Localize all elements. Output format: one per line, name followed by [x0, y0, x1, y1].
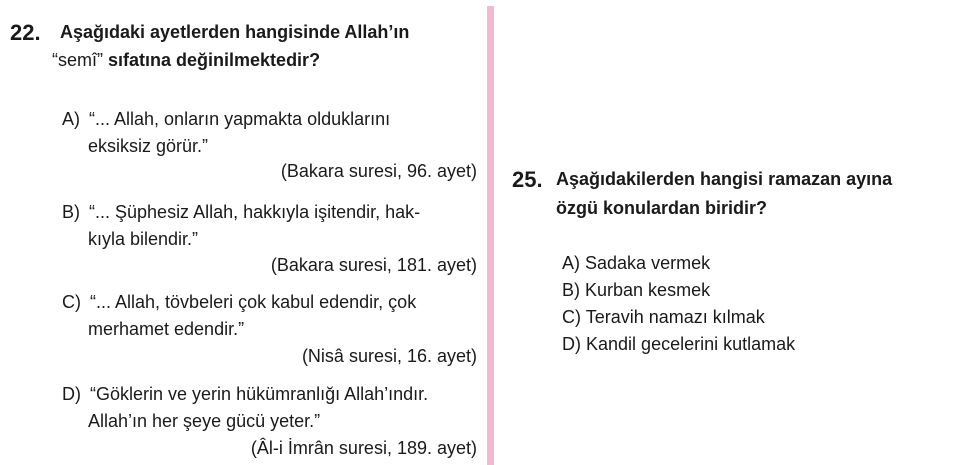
q25-option-d[interactable]: [562, 330, 795, 358]
semi-term: “semî”: [52, 50, 103, 70]
option-line1: “... Allah, onların yapmakta olduklarını: [89, 109, 391, 129]
option-letter: D): [562, 334, 581, 354]
option-letter: D): [62, 384, 81, 404]
option-letter: C): [562, 307, 581, 327]
option-text: Sadaka vermek: [585, 253, 711, 273]
option-letter: A): [62, 109, 80, 129]
stem-rest: sıfatına değinilmektedir?: [108, 50, 321, 70]
q22-option-a[interactable]: [62, 105, 482, 133]
question-25-stem-line1: Aşağıdakilerden hangisi ramazan ayına: [556, 169, 893, 189]
q25-option-b[interactable]: [562, 276, 710, 304]
q22-option-d-ref: (Âl-i İmrân suresi, 189. ayet): [250, 438, 477, 458]
q22-option-b[interactable]: [62, 198, 482, 226]
q22-option-d[interactable]: [62, 380, 486, 408]
option-text: Kurban kesmek: [585, 280, 711, 300]
option-line1: “Göklerin ve yerin hükümranlığı Allah’ındır.: [90, 384, 429, 404]
question-22-stem-line1: Aşağıdaki ayetlerden hangisinde Allah’ın: [60, 22, 410, 42]
q22-option-b-line2: kıyla bilendir.”: [88, 229, 199, 249]
question-25-number: 25.: [512, 167, 543, 192]
q22-option-c-ref: (Nisâ suresi, 16. ayet): [301, 346, 477, 366]
question-25-stem-line2: özgü konulardan biridir?: [556, 198, 767, 218]
option-text: Teravih namazı kılmak: [585, 307, 765, 327]
q25-option-a[interactable]: [562, 249, 710, 277]
question-22-stem-line2: [52, 46, 320, 74]
q22-option-c-line2: merhamet edendir.”: [88, 319, 245, 339]
q22-option-c[interactable]: [62, 288, 482, 316]
q25-option-c[interactable]: [562, 303, 765, 331]
option-letter: B): [62, 202, 80, 222]
q22-option-d-line2: Allah’ın her şeye gücü yeter.”: [88, 411, 321, 431]
option-line1: “... Allah, tövbeleri çok kabul edendir, çok: [90, 292, 417, 312]
column-divider: [487, 6, 494, 465]
option-line1: “... Şüphesiz Allah, hakkıyla işitendir, hak-: [89, 202, 421, 222]
question-22-number: 22.: [10, 20, 41, 45]
q22-option-a-line2: eksiksiz görür.”: [88, 136, 209, 156]
q22-option-a-ref: (Bakara suresi, 96. ayet): [280, 161, 477, 181]
q22-option-b-ref: (Bakara suresi, 181. ayet): [270, 255, 477, 275]
option-text: Kandil gecelerini kutlamak: [586, 334, 796, 354]
option-letter: A): [562, 253, 580, 273]
option-letter: B): [562, 280, 580, 300]
option-letter: C): [62, 292, 81, 312]
